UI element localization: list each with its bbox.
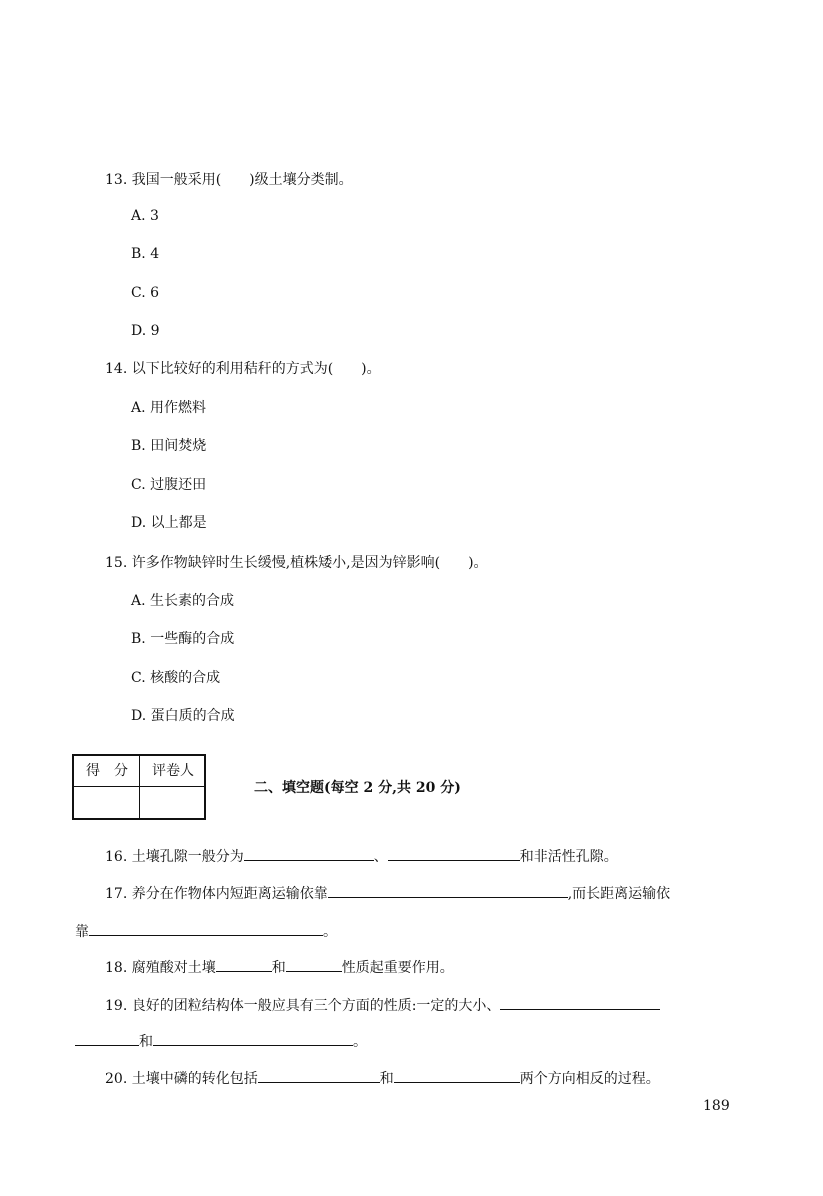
section-title: 二、填空题(每空 2 分,共 20 分) (254, 780, 461, 796)
question-14-option-d: D. 以上都是 (131, 515, 207, 531)
question-14-option-c: C. 过腹还田 (131, 477, 207, 493)
question-14-stem: 14. 以下比较好的利用秸秆的方式为( )。 (105, 361, 381, 377)
question-17-line2-prefix: 靠 (75, 924, 89, 940)
question-18-suffix: 性质起重要作用。 (341, 960, 454, 976)
question-13-option-c: C. 6 (131, 285, 160, 301)
question-14-option-b: B. 田间焚烧 (131, 438, 207, 454)
answer-blank[interactable] (286, 957, 342, 972)
question-15-option-a: A. 生长素的合成 (131, 593, 235, 609)
answer-blank[interactable] (258, 1068, 380, 1083)
score-table (72, 754, 206, 820)
answer-blank[interactable] (394, 1068, 520, 1083)
question-17-line-2 (75, 921, 337, 942)
answer-blank[interactable] (388, 846, 520, 861)
question-15-option-d: D. 蛋白质的合成 (131, 708, 235, 724)
question-13-stem: 13. 我国一般采用( )级土壤分类制。 (105, 172, 353, 188)
question-19-line2-suffix: 。 (353, 1034, 367, 1050)
page-number: 189 (703, 1098, 730, 1114)
answer-blank[interactable] (216, 957, 272, 972)
score-header: 得 分 (86, 763, 128, 779)
question-15-stem: 15. 许多作物缺锌时生长缓慢,植株矮小,是因为锌影响( )。 (105, 555, 488, 571)
question-20-mid: 和 (379, 1071, 394, 1087)
question-19-line-2 (75, 1031, 367, 1052)
question-18 (105, 957, 454, 978)
answer-blank[interactable] (328, 883, 568, 898)
question-17-suffix: ,而长距离运输依 (567, 886, 671, 902)
question-20-suffix: 两个方向相反的过程。 (519, 1071, 660, 1087)
question-19-prefix: 19. 良好的团粒结构体一般应具有三个方面的性质:一定的大小、 (105, 998, 501, 1014)
question-16 (105, 846, 618, 867)
answer-blank[interactable] (500, 995, 660, 1010)
question-13-option-a: A. 3 (131, 208, 159, 224)
question-15-option-c: C. 核酸的合成 (131, 670, 221, 686)
question-20-prefix: 20. 土壤中磷的转化包括 (105, 1071, 258, 1087)
grader-header: 评卷人 (152, 763, 194, 779)
question-13-option-b: B. 4 (131, 246, 160, 262)
question-18-prefix: 18. 腐殖酸对土壤 (105, 960, 216, 976)
answer-blank[interactable] (244, 846, 374, 861)
answer-blank[interactable] (89, 921, 323, 936)
question-19-line2-mid: 和 (139, 1034, 153, 1050)
question-15-option-b: B. 一些酶的合成 (131, 631, 235, 647)
question-18-mid: 和 (271, 960, 286, 976)
question-17-line-1 (105, 883, 670, 904)
answer-blank[interactable] (75, 1031, 139, 1046)
question-17-prefix: 17. 养分在作物体内短距离运输依靠 (105, 886, 328, 902)
question-16-prefix: 16. 土壤孔隙一般分为 (105, 849, 244, 865)
question-19-line-1 (105, 995, 660, 1016)
question-13-option-d: D. 9 (131, 323, 160, 339)
question-16-suffix: 和非活性孔隙。 (519, 849, 618, 865)
table-divider-horizontal (74, 786, 204, 787)
answer-blank[interactable] (153, 1031, 353, 1046)
question-16-separator: 、 (373, 849, 388, 865)
question-14-option-a: A. 用作燃料 (131, 400, 207, 416)
question-20 (105, 1068, 660, 1089)
question-17-line2-suffix: 。 (323, 924, 337, 940)
